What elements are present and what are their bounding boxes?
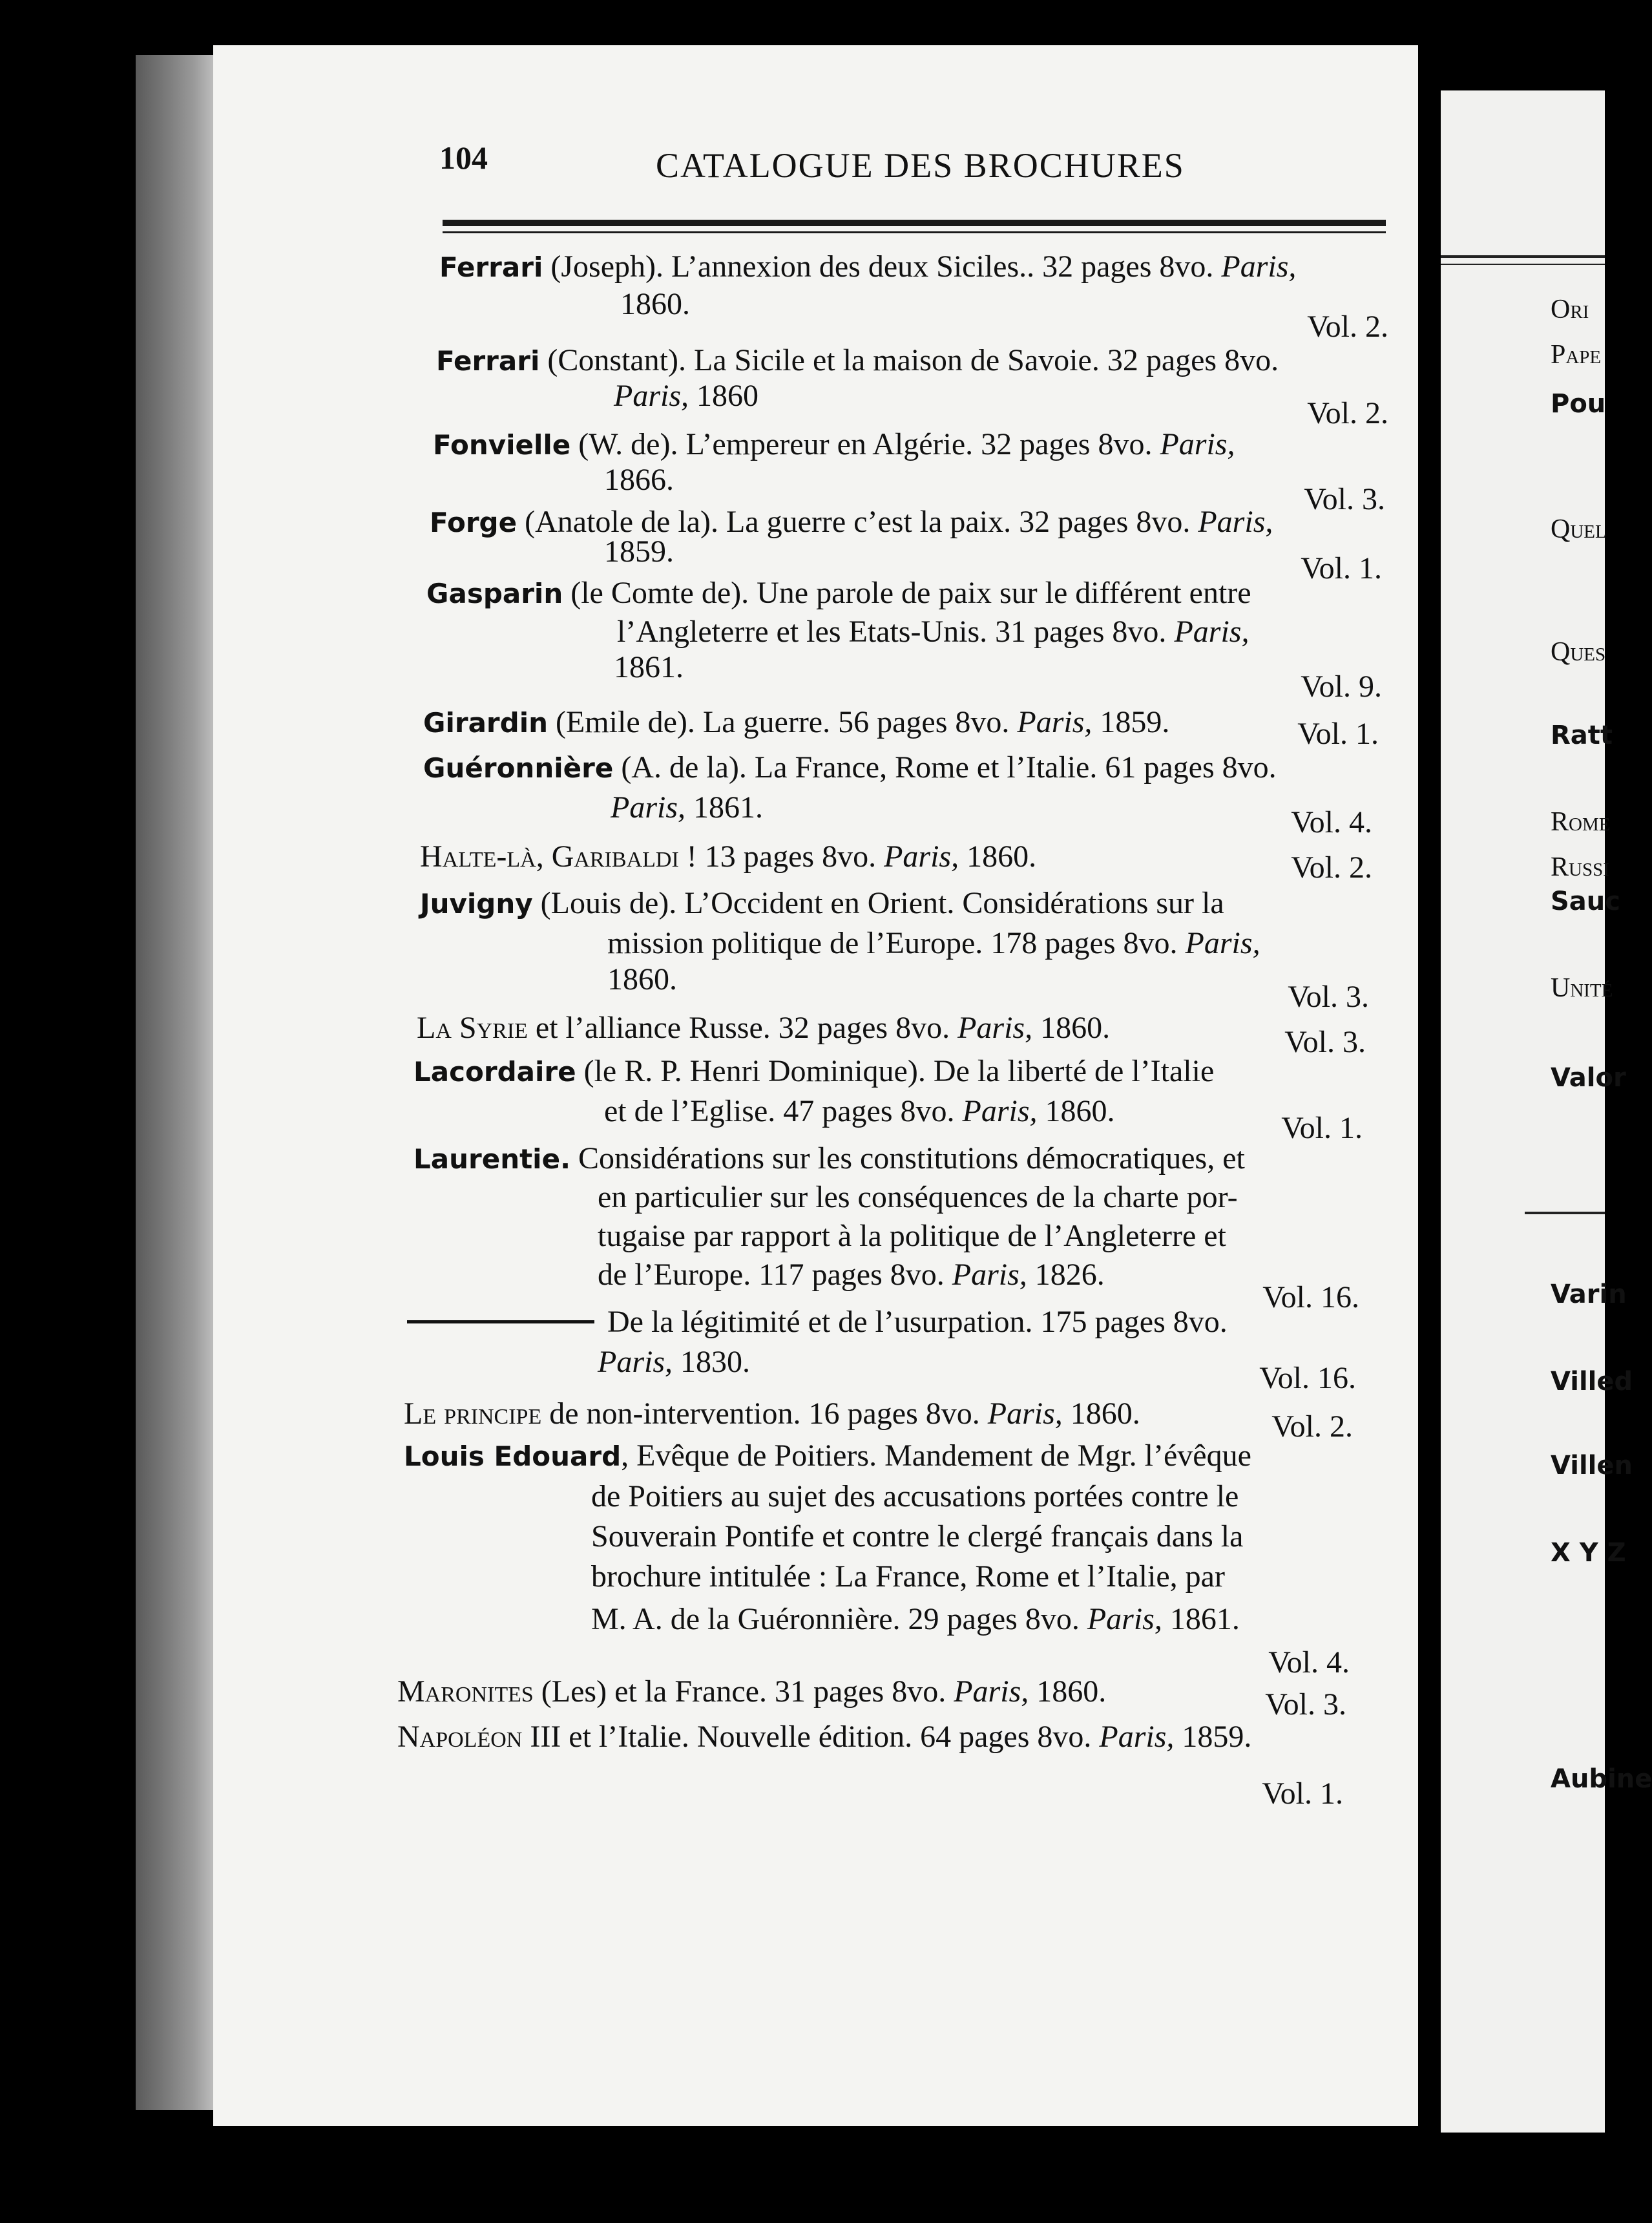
facing-page-rule <box>1441 255 1605 258</box>
book-spine-edge <box>136 55 213 2110</box>
entry-volume: Vol. 2. <box>1271 1409 1353 1444</box>
entry-title: Halte-là, Garibaldi ! <box>420 839 697 874</box>
entry-volume: Vol. 16. <box>1259 1361 1356 1395</box>
entry-continuation: en particulier sur les conséquences de la charte por- <box>598 1180 1238 1214</box>
entry-text: (Anatole de la). La guerre c’est la paix. 32 pages 8vo. <box>517 505 1191 539</box>
entry-place: Paris, <box>1166 615 1249 649</box>
catalogue-entry <box>417 1010 1110 1046</box>
entry-volume: Vol. 4. <box>1268 1645 1350 1680</box>
facing-page-word: Pape <box>1551 340 1602 370</box>
entry-volume: Vol. 2. <box>1307 396 1388 430</box>
entry-text: (Constant). La Sicile et la maison de Savoie. 32 pages 8vo. <box>539 343 1279 377</box>
entry-place: Paris, <box>876 839 959 874</box>
entry-author: Ferrari <box>436 345 540 377</box>
entry-continuation <box>614 378 758 414</box>
entry-place: Paris, <box>614 379 689 413</box>
running-head: CATALOGUE DES BROCHURES <box>656 146 1185 185</box>
facing-page-rule-thin <box>1441 264 1605 265</box>
entry-year: 1860. <box>959 839 1037 874</box>
facing-page-word: Ratt <box>1551 721 1613 750</box>
catalogue-entry <box>420 885 1224 922</box>
facing-page-word: Valor <box>1551 1063 1626 1093</box>
facing-page-word: Villed <box>1551 1367 1633 1396</box>
catalogue-entry <box>439 249 1296 286</box>
entry-place: Paris, <box>950 1011 1033 1045</box>
entry-volume: Vol. 3. <box>1288 980 1369 1014</box>
entry-title: La Syrie <box>417 1011 528 1045</box>
entry-volume: Vol. 1. <box>1301 551 1382 585</box>
catalogue-entry <box>404 1396 1140 1432</box>
entry-year: 1860. <box>1037 1094 1115 1128</box>
entry-volume: Vol. 4. <box>1291 805 1372 839</box>
catalogue-entry <box>426 575 1251 612</box>
entry-continuation: et de l’Eglise. 47 pages 8vo. Paris, 1860. <box>604 1094 1115 1128</box>
entry-place: Paris, <box>1009 705 1093 739</box>
entry-author: Lacordaire <box>413 1056 576 1088</box>
entry-continuation <box>598 1344 750 1380</box>
entry-continuation: l’Angleterre et les Etats-Unis. 31 pages 8vo. Paris, <box>617 615 1249 649</box>
entry-continuation: tugaise par rapport à la politique de l’Angleterre et <box>598 1219 1226 1253</box>
entry-author: Guéronnière <box>423 752 614 784</box>
entry-author: Gasparin <box>426 578 563 609</box>
entry-text: (W. de). L’empereur en Algérie. 32 pages 8vo. <box>570 427 1153 461</box>
ditto-dash <box>407 1320 594 1323</box>
entry-continuation: de Poitiers au sujet des accusations portées contre le <box>591 1479 1239 1513</box>
catalogue-entry <box>430 504 1273 541</box>
facing-page-word: Unité <box>1551 973 1613 1003</box>
facing-page-word: X Y Z <box>1551 1538 1626 1568</box>
catalogue-entry <box>423 704 1169 741</box>
entry-year: 1860. <box>1029 1674 1107 1709</box>
entry-author: Laurentie. <box>413 1143 571 1175</box>
entry-place: Paris, <box>946 1674 1029 1709</box>
entry-year: 1860. <box>1062 1396 1140 1431</box>
entry-volume: Vol. 1. <box>1262 1776 1343 1811</box>
entry-author: Louis Edouard <box>404 1440 622 1472</box>
catalogue-entry <box>420 839 1036 875</box>
facing-page-word: Ori <box>1551 295 1589 324</box>
entry-author: Forge <box>430 507 518 538</box>
entry-place: Paris, <box>1091 1720 1175 1754</box>
entry-volume: Vol. 1. <box>1281 1111 1363 1145</box>
facing-page-word: Ques <box>1551 637 1606 667</box>
entry-text: (Joseph). L’annexion des deux Siciles.. 32 pages 8vo. <box>543 249 1214 284</box>
facing-page-word: Pou <box>1551 389 1606 419</box>
entry-text: (le R. P. Henri Dominique). De la liberté de l’Italie <box>576 1054 1215 1088</box>
catalogue-entry <box>436 342 1279 379</box>
catalogue-entry <box>413 1053 1214 1090</box>
entry-continuation: M. A. de la Guéronnière. 29 pages 8vo. Paris, 1861. <box>591 1602 1240 1636</box>
facing-page-word: Sauc <box>1551 887 1620 916</box>
entry-volume: Vol. 1. <box>1297 717 1379 751</box>
entry-place: Paris, <box>1190 505 1273 539</box>
entry-continuation: brochure intitulée : La France, Rome et l’Italie, par <box>591 1559 1225 1594</box>
entry-volume: Vol. 2. <box>1307 310 1388 344</box>
entry-year: 1859. <box>1174 1720 1252 1754</box>
entry-text: (A. de la). La France, Rome et l’Italie. 61 pages 8vo. <box>613 750 1277 785</box>
entry-year: 1861. <box>1162 1602 1240 1636</box>
entry-year: 1861. <box>685 790 764 825</box>
header-rule-thin <box>443 231 1386 233</box>
entry-continuation <box>611 790 763 826</box>
entry-year: 1830. <box>673 1345 751 1379</box>
facing-page-word: Villen <box>1551 1451 1633 1480</box>
entry-place: Paris, <box>944 1258 1027 1292</box>
entry-place: Paris, <box>979 1396 1063 1431</box>
entry-volume: Vol. 2. <box>1291 850 1372 885</box>
entry-author: Fonvielle <box>433 429 571 461</box>
catalogue-entry <box>397 1674 1106 1710</box>
catalogue-entry <box>404 1438 1251 1475</box>
catalogue-entry <box>397 1719 1251 1755</box>
catalogue-entry <box>413 1141 1245 1177</box>
entry-author: Girardin <box>423 707 548 739</box>
entry-text: (Emile de). La guerre. 56 pages 8vo. <box>548 705 1010 739</box>
catalogue-entry <box>433 427 1235 463</box>
entry-year: 1860 <box>689 379 759 413</box>
entry-continuation: 1866. <box>604 463 674 497</box>
entry-text: de non-intervention. 16 pages 8vo. <box>541 1396 980 1431</box>
facing-page-word: Varin <box>1551 1280 1627 1309</box>
entry-volume: Vol. 3. <box>1265 1687 1346 1722</box>
facing-page <box>1441 90 1652 2133</box>
entry-text: (Les) et la France. 31 pages 8vo. <box>533 1674 946 1709</box>
entry-continuation: 1861. <box>614 650 684 684</box>
entry-author: Ferrari <box>439 251 543 283</box>
entry-text: , Evêque de Poitiers. Mandement de Mgr. l’évêque <box>621 1438 1251 1473</box>
entry-continuation: 1860. <box>620 287 690 321</box>
catalogue-entry: De la légitimité et de l’usurpation. 175 pages 8vo. <box>607 1305 1228 1339</box>
entry-continuation: 1860. <box>607 962 677 996</box>
facing-page-word: Russi <box>1551 852 1609 882</box>
page-number: 104 <box>439 140 488 176</box>
entry-volume: Vol. 3. <box>1284 1025 1366 1059</box>
entry-author: Juvigny <box>420 888 533 920</box>
entry-text: 13 pages 8vo. <box>696 839 877 874</box>
entry-continuation: mission politique de l’Europe. 178 pages 8vo. Paris, <box>607 926 1260 960</box>
entry-title: Le principe <box>404 1396 542 1431</box>
entry-place: Paris, <box>954 1094 1038 1128</box>
entry-volume: Vol. 16. <box>1262 1280 1359 1314</box>
entry-continuation: 1859. <box>604 534 674 569</box>
entry-place: Paris, <box>598 1345 673 1379</box>
entry-year: 1859. <box>1092 705 1170 739</box>
entry-text: (le Comte de). Une parole de paix sur le différent entre <box>563 576 1251 610</box>
entry-continuation: de l’Europe. 117 pages 8vo. Paris, 1826. <box>598 1258 1105 1292</box>
entry-year: 1826. <box>1027 1258 1105 1292</box>
entry-text: et l’alliance Russe. 32 pages 8vo. <box>527 1011 950 1045</box>
entry-year: 1860. <box>1032 1011 1111 1045</box>
entry-title: Napoléon <box>397 1720 523 1754</box>
entry-place: Paris, <box>1213 249 1297 284</box>
entry-place: Paris, <box>1177 926 1260 960</box>
entry-place: Paris, <box>1152 427 1235 461</box>
entry-text: III et l’Italie. Nouvelle édition. 64 pages 8vo. <box>522 1720 1092 1754</box>
entry-text: Considérations sur les constitutions démocratiques, et <box>570 1141 1245 1175</box>
entry-text: (Louis de). L’Occident en Orient. Considérations sur la <box>532 886 1224 920</box>
facing-page-dash <box>1525 1212 1605 1214</box>
header-rule <box>443 220 1386 226</box>
facing-page-word: Aubine <box>1551 1764 1652 1794</box>
catalogue-entry <box>423 750 1277 786</box>
facing-page-word: Quel <box>1551 514 1607 544</box>
entry-volume: Vol. 3. <box>1304 482 1385 516</box>
facing-page-word: Rome <box>1551 807 1611 837</box>
entry-continuation: Souverain Pontife et contre le clergé français dans la <box>591 1519 1244 1554</box>
entry-place: Paris, <box>611 790 686 825</box>
entry-volume: Vol. 9. <box>1301 669 1382 704</box>
entry-place: Paris, <box>1079 1602 1162 1636</box>
entry-title: Maronites <box>397 1674 534 1709</box>
